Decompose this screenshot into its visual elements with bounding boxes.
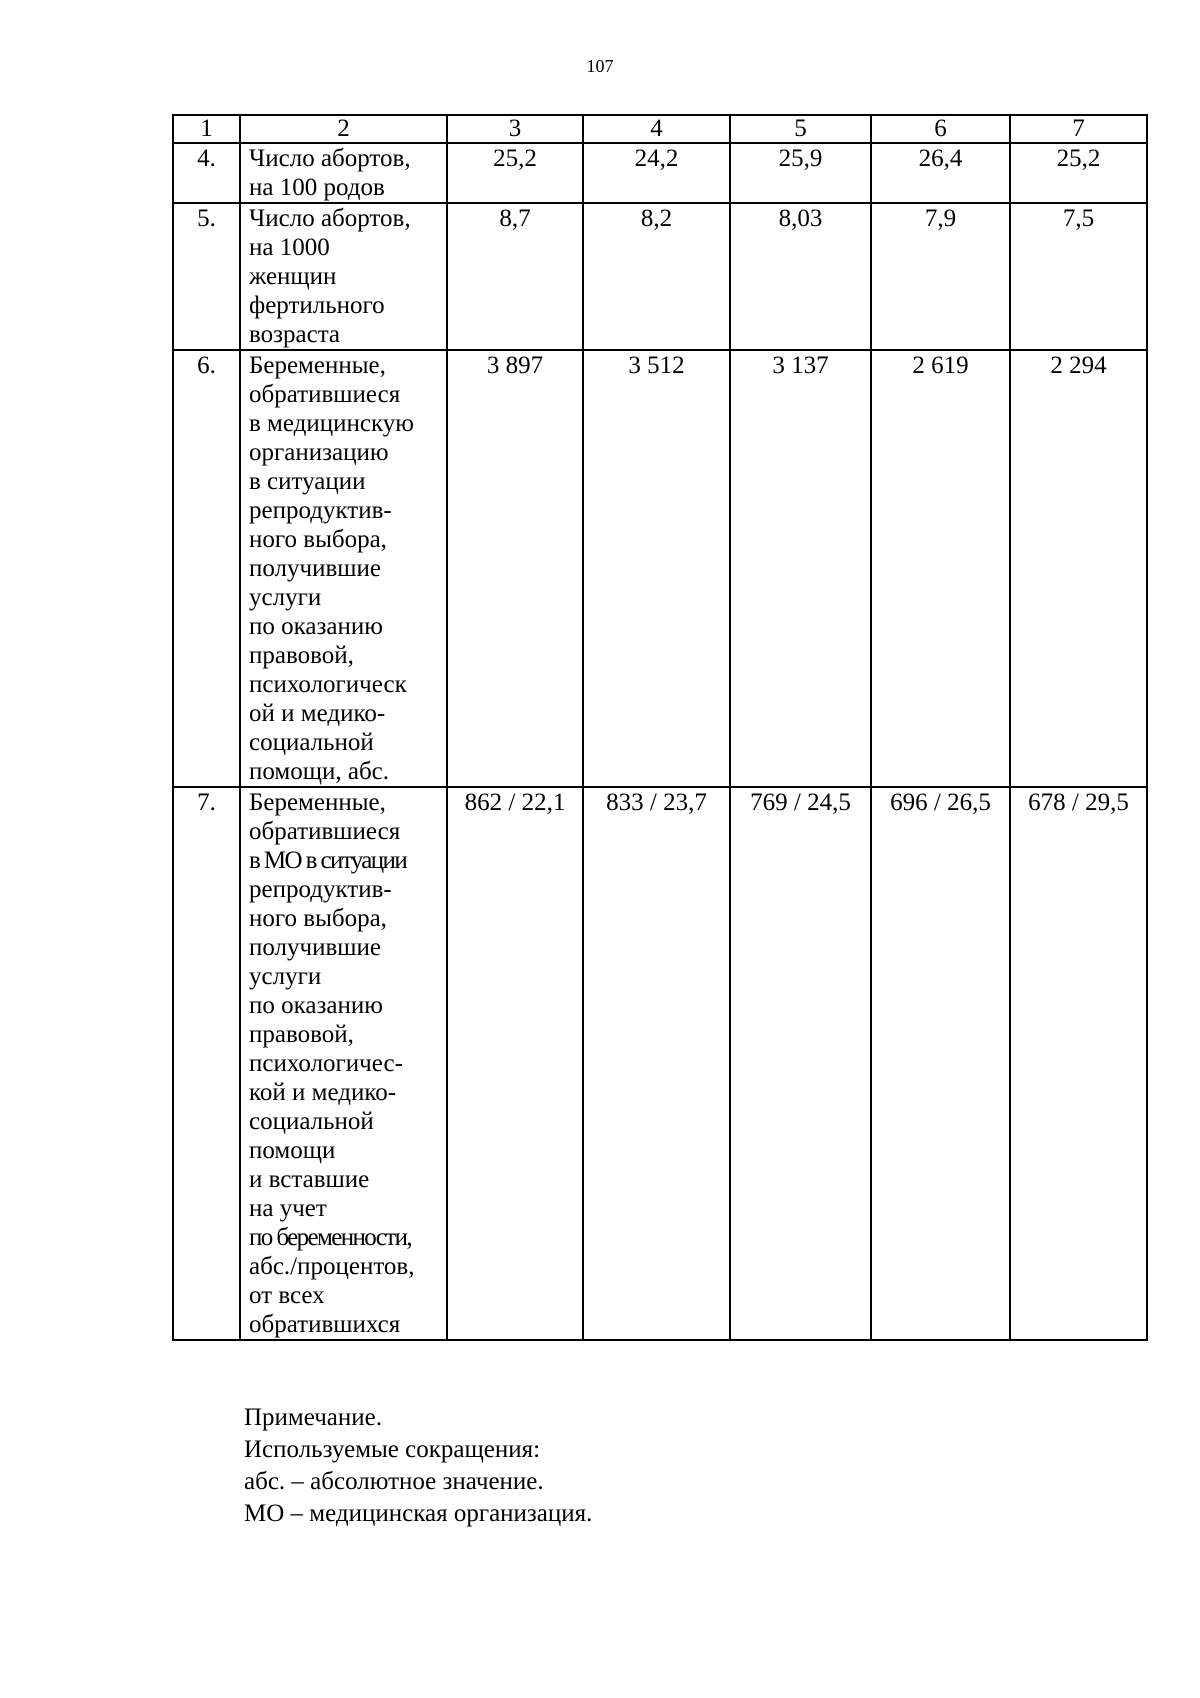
indicator-name-line: социальной	[249, 1108, 374, 1135]
column-header: 4	[583, 115, 730, 143]
indicator-name-line: обратившиеся	[249, 818, 401, 845]
indicator-name-line: помощи, абс.	[249, 758, 390, 785]
value-cell: 2 619	[871, 350, 1010, 787]
indicator-name-line: услуги	[249, 584, 322, 611]
indicator-name-line: обратившихся	[249, 1311, 401, 1338]
indicator-name-line: правовой,	[249, 1021, 354, 1048]
indicator-name-line: по оказанию	[249, 992, 383, 1019]
indicator-name-line: психологическ	[249, 671, 407, 698]
row-number: 4.	[173, 143, 240, 203]
indicator-name-line: ного выбора,	[249, 526, 387, 553]
value-cell: 8,2	[583, 203, 730, 350]
note-line: Используемые сокращения:	[244, 1436, 541, 1463]
column-header: 5	[730, 115, 871, 143]
value-cell: 3 897	[447, 350, 583, 787]
table-row	[173, 350, 1147, 787]
row-number: 6.	[173, 350, 240, 787]
column-header: 6	[871, 115, 1010, 143]
row-number: 7.	[173, 787, 240, 1340]
column-header: 1	[173, 115, 240, 143]
value-cell: 2 294	[1010, 350, 1147, 787]
indicator-name-line: получившие	[249, 555, 382, 582]
indicator-name	[240, 203, 447, 350]
indicator-name-line: от всех	[249, 1282, 325, 1309]
indicator-name-line: ой и медико-	[249, 700, 386, 727]
indicator-name-line: получившие	[249, 934, 382, 961]
indicator-name-line: на учет	[249, 1195, 327, 1222]
indicator-name-line: организацию	[249, 439, 389, 466]
indicator-name-line: помощи	[249, 1137, 336, 1164]
value-cell: 769 / 24,5	[730, 787, 871, 1340]
page-number: 107	[586, 56, 614, 76]
row-number: 5.	[173, 203, 240, 350]
value-cell: 25,2	[447, 143, 583, 203]
indicator-name-line: кой и медико-	[249, 1079, 397, 1106]
value-cell: 696 / 26,5	[871, 787, 1010, 1340]
value-cell: 24,2	[583, 143, 730, 203]
indicator-name-line: репродуктив-	[249, 876, 392, 903]
value-cell: 25,2	[1010, 143, 1147, 203]
indicator-name-line: Число абортов,	[249, 145, 411, 172]
value-cell: 26,4	[871, 143, 1010, 203]
value-cell: 8,03	[730, 203, 871, 350]
indicator-name-line: Беременные,	[249, 789, 386, 816]
table-row	[173, 203, 1147, 350]
data-table	[172, 114, 1148, 1341]
value-cell: 8,7	[447, 203, 583, 350]
value-cell: 678 / 29,5	[1010, 787, 1147, 1340]
value-cell: 833 / 23,7	[583, 787, 730, 1340]
note-line: абс. – абсолютное значение.	[244, 1468, 544, 1495]
indicator-name	[240, 143, 447, 203]
indicator-name-line: услуги	[249, 963, 322, 990]
indicator-name-line: в ситуации	[249, 468, 366, 495]
indicator-name-line: фертильного	[249, 292, 385, 319]
table-row	[173, 143, 1147, 203]
indicator-name-line: в медицинскую	[249, 410, 414, 437]
value-cell: 7,5	[1010, 203, 1147, 350]
indicator-name-line: абс./процентов,	[249, 1253, 415, 1280]
indicator-name-line: Беременные,	[249, 352, 386, 379]
indicator-name-line: репродуктив-	[249, 497, 392, 524]
value-cell: 3 137	[730, 350, 871, 787]
table-body	[173, 143, 1147, 1340]
column-header: 3	[447, 115, 583, 143]
indicator-name-line: по оказанию	[249, 613, 383, 640]
indicator-name-line: на 100 родов	[249, 174, 385, 201]
indicator-name-line: социальной	[249, 729, 374, 756]
indicator-name-line: правовой,	[249, 642, 354, 669]
note	[244, 1402, 592, 1530]
indicator-name-line: ного выбора,	[249, 905, 387, 932]
value-cell: 7,9	[871, 203, 1010, 350]
indicator-name-line: и вставшие	[249, 1166, 370, 1193]
value-cell: 25,9	[730, 143, 871, 203]
indicator-name-line: по беременности,	[249, 1224, 412, 1251]
indicator-name	[240, 350, 447, 787]
table-row	[173, 787, 1147, 1340]
column-header: 7	[1010, 115, 1147, 143]
note-title: Примечание.	[244, 1404, 383, 1431]
indicator-name-line: Число абортов,	[249, 205, 411, 232]
indicator-name-line: психологичес-	[249, 1050, 403, 1077]
indicator-name-line: на 1000	[249, 234, 330, 261]
header-row	[173, 115, 1147, 143]
column-header: 2	[240, 115, 447, 143]
indicator-name-line: обратившиеся	[249, 381, 401, 408]
value-cell: 862 / 22,1	[447, 787, 583, 1340]
value-cell: 3 512	[583, 350, 730, 787]
indicator-name	[240, 787, 447, 1340]
indicator-name-line: в МО в ситуации	[249, 847, 407, 874]
note-line: МО – медицинская организация.	[244, 1500, 593, 1527]
indicator-name-line: женщин	[249, 263, 337, 290]
indicator-name-line: возраста	[249, 321, 341, 348]
